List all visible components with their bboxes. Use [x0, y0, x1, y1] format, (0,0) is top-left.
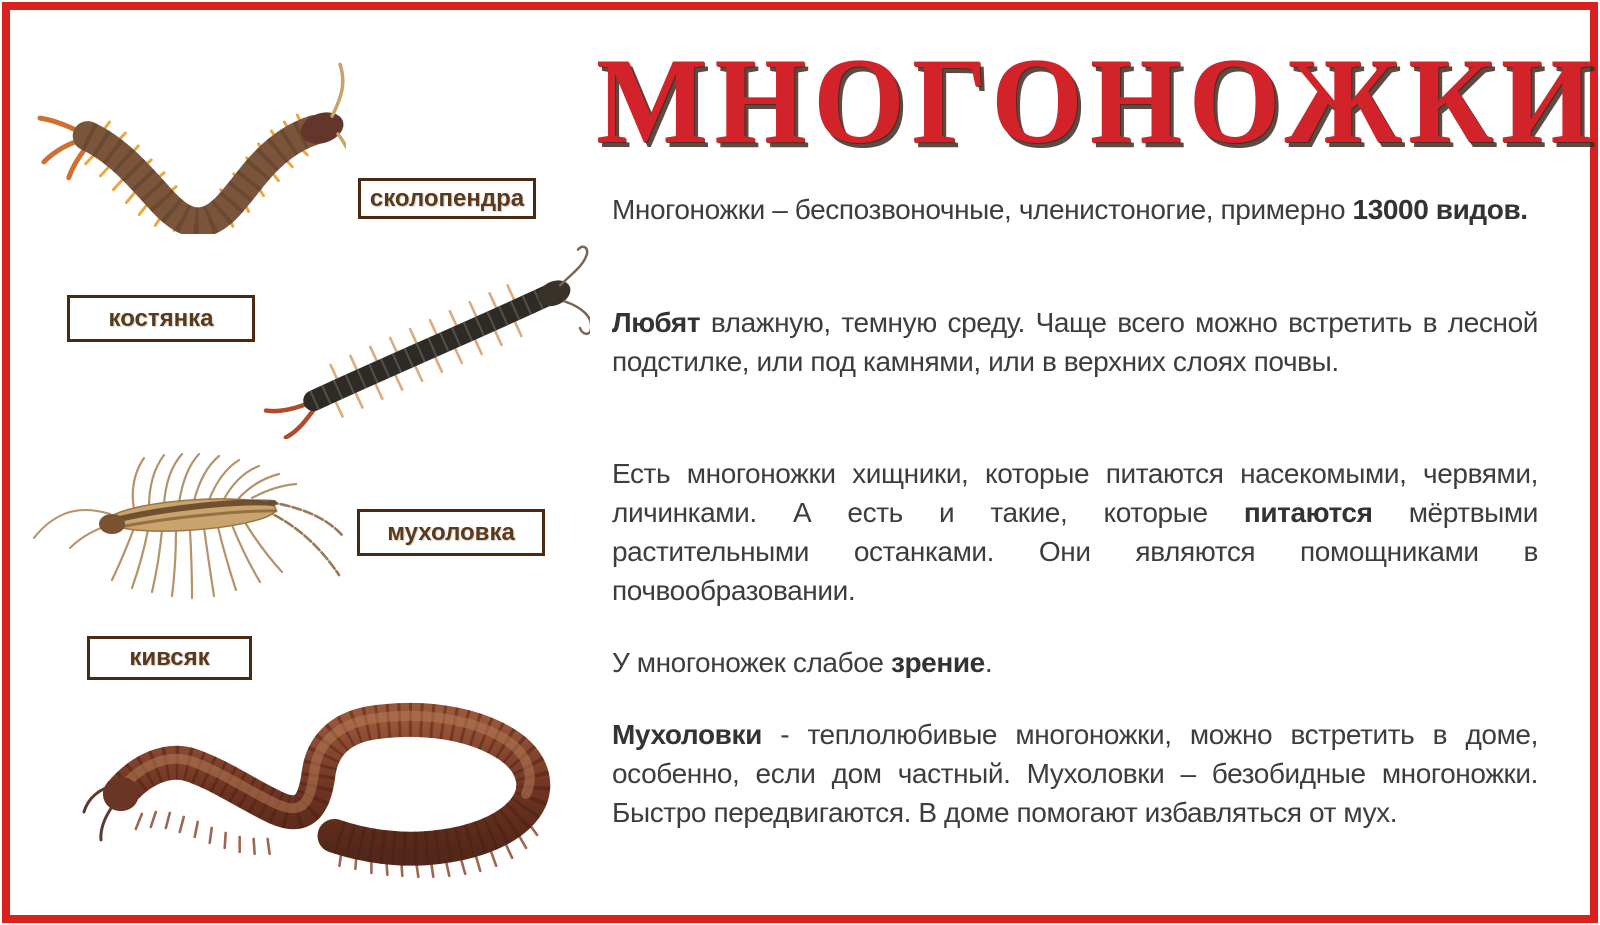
- kivsyak-head: [105, 777, 139, 811]
- specimen-label-skolopendra: [358, 178, 536, 219]
- text-segment-bold: питаются: [1243, 497, 1373, 528]
- mukholovka-antennae: [34, 510, 112, 548]
- specimen-label-text: костянка: [108, 304, 214, 332]
- text-segment-bold: Любят: [612, 307, 701, 338]
- mukholovka-image: [24, 440, 344, 605]
- text-segment: - теплолюбивые многоножки, можно встретить в доме, особенно, если дом частный. Мухоловки – безобидные многоножки. Быстро передвигаются. В доме помогают избавляться от мух.: [612, 719, 1538, 828]
- kostyanka-image: [262, 243, 590, 439]
- mukholovka-head: [99, 514, 125, 534]
- paragraph-vision: [612, 643, 1538, 682]
- paragraph-flycatchers: [612, 715, 1538, 832]
- kostyanka-body: [314, 295, 549, 400]
- specimen-label-text: кивсяк: [129, 644, 210, 671]
- text-segment: Есть многоножки хищники, которые питаются насекомыми, червями, личинками. А есть и такие, которые: [612, 458, 1538, 528]
- paragraph-intro: [612, 190, 1538, 229]
- text-segment: Многоножки – беспозвоночные, членистоногие, примерно: [612, 194, 1353, 225]
- text-segment: .: [984, 647, 993, 678]
- text-segment: У многоножек слабое: [612, 647, 891, 678]
- specimen-label-mukholovka: [357, 509, 545, 556]
- paragraph-habitat: [612, 303, 1538, 381]
- poster-title: МНОГОНОЖКИ: [596, 32, 1600, 169]
- paragraph-feeding: [612, 454, 1538, 610]
- specimen-label-kostyanka: [67, 295, 255, 342]
- specimen-label-kivsyak: [87, 636, 252, 680]
- text-segment-bold: зрение: [890, 647, 985, 678]
- kivsyak-image: [72, 686, 566, 882]
- specimen-label-text: сколопендра: [369, 184, 525, 212]
- text-segment-bold: 13000 видов.: [1352, 194, 1528, 225]
- scolopendra-image: [28, 38, 346, 234]
- text-segment-bold: Мухоловки: [612, 719, 762, 750]
- text-segment: мёртвыми растительными останками. Они являются помощниками в почвообразовании.: [612, 497, 1538, 606]
- specimen-label-text: мухоловка: [387, 518, 515, 546]
- text-segment: влажную, темную среду. Чаще всего можно встретить в лесной подстилке, или под камнями, или в верхних слоях почвы.: [612, 307, 1538, 377]
